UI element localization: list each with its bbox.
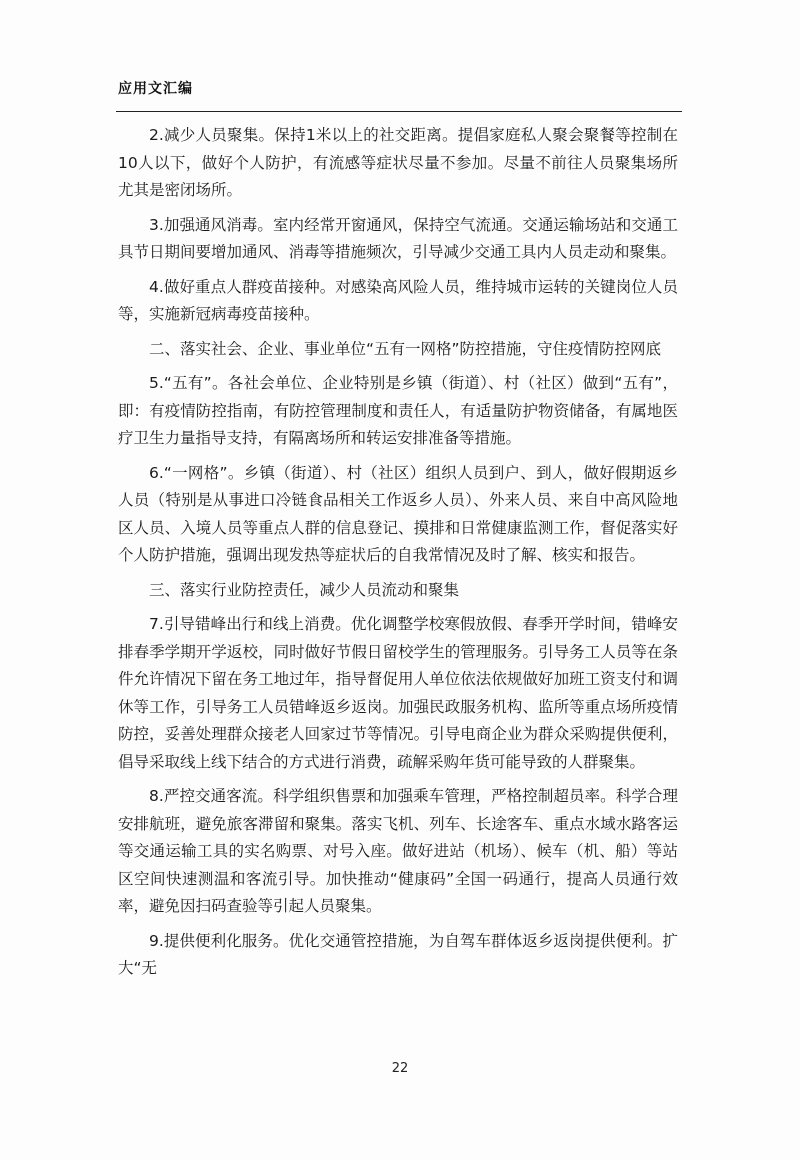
section-heading-3: 三、落实行业防控责任，减少人员流动和聚集 (149, 580, 460, 599)
paragraph-item-2: 2.减少人员聚集。保持1米以上的社交距离。提倡家庭私人聚会聚餐等控制在10人以下，做好个人防护，有流感等症状尽量不参加。尽量不前往人员聚集场所尤其是密闭场所。 (118, 126, 678, 199)
paragraph-item-3: 3.加强通风消毒。室内经常开窗通风，保持空气流通。交通运输场站和交通工具节日期间要增加通风、消毒等措施频次，引导减少交通工具内人员走动和聚集。 (118, 215, 678, 261)
paragraph-item-8: 8.严控交通客流。科学组织售票和加强乘车管理，严格控制超员率。科学合理安排航班，避免旅客滞留和聚集。落实飞机、列车、长途客车、重点水域水路客运等交通运输工具的实名购票、对号入座。做好进站（机场）、候车（机、船）等站区空间快速测温和客流引导。加快推动“健康码”全国一码通行，提高人员通行效率，避免因扫码查验等引起人员聚集。 (118, 787, 678, 915)
paragraph-item-5: 5.“五有”。各社会单位、企业特别是乡镇（街道）、村（社区）做到“五有”，即：有疫情防控指南，有防控管理制度和责任人，有适量防护物资储备，有属地医疗卫生力量指导支持，有隔离场所和转运安排准备等措施。 (118, 374, 678, 447)
document-body (118, 122, 678, 990)
header-divider (116, 111, 682, 112)
paragraph-item-4: 4.做好重点人群疫苗接种。对感染高风险人员，维持城市运转的关键岗位人员等，实施新冠病毒疫苗接种。 (118, 277, 678, 323)
paragraph-item-9: 9.提供便利化服务。优化交通管控措施，为自驾车群体返乡返岗提供便利。扩大“无 (118, 931, 678, 977)
paragraph-item-7: 7.引导错峰出行和线上消费。优化调整学校寒假放假、春季开学时间，错峰安排春季学期开学返校，同时做好节假日留校学生的管理服务。引导务工人员等在条件允许情况下留在务工地过年，指导督促用人单位依法依规做好加班工资支付和调休等工作，引导务工人员错峰返乡返岗。加强民政服务机构、监所等重点场所疫情防控，妥善处理群众接老人回家过节等情况。引导电商企业为群众采购提供便利，倡导采取线上线下结合的方式进行消费，疏解采购年货可能导致的人群聚集。 (118, 615, 678, 771)
section-heading-2: 二、落实社会、企业、事业单位“五有一网格”防控措施，守住疫情防控网底 (149, 339, 662, 358)
paragraph-item-6: 6.“一网格”。乡镇（街道）、村（社区）组织人员到户、到人，做好假期返乡人员（特别是从事进口冷链食品相关工作返乡人员）、外来人员、来自中高风险地区人员、入境人员等重点人群的信息登记、摸排和日常健康监测工作，督促落实好个人防护措施，强调出现发热等症状后的自我常情况及时了解、核实和报告。 (118, 463, 678, 564)
page-number: 22 (391, 1061, 409, 1076)
running-header-title: 应用文汇编 (118, 81, 193, 97)
